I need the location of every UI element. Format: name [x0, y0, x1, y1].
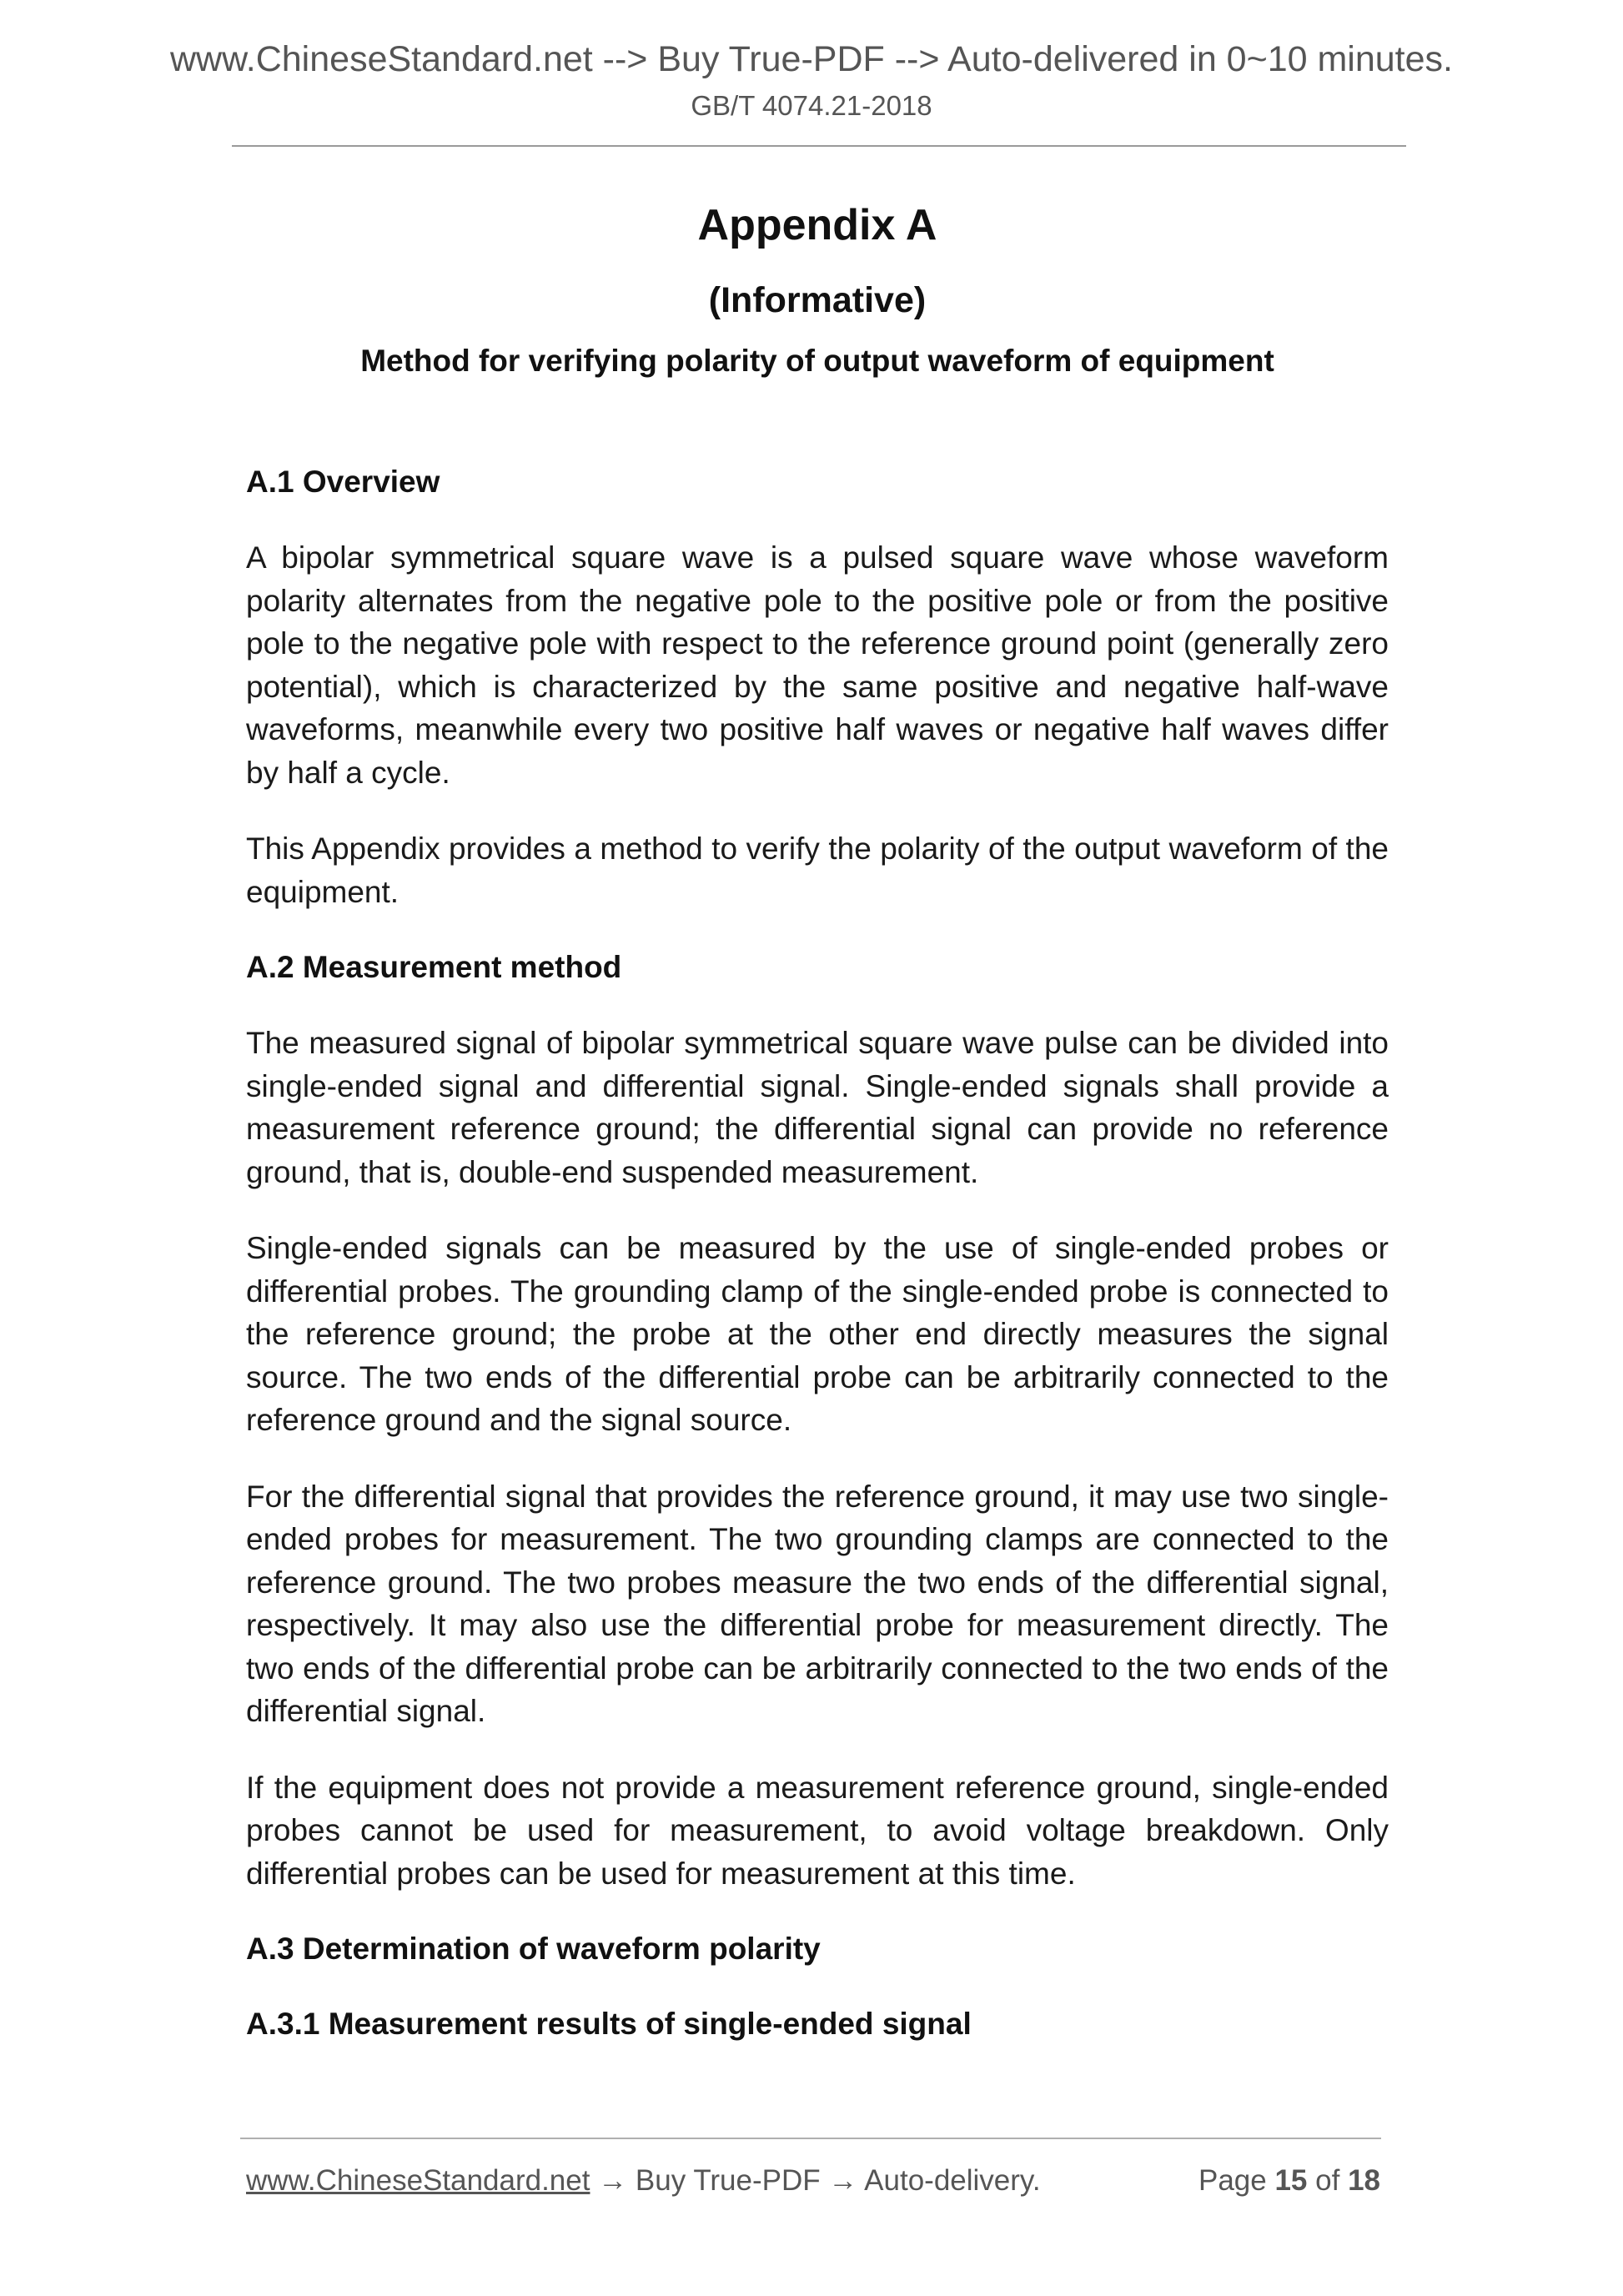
- standard-code: GB/T 4074.21-2018: [691, 90, 932, 121]
- appendix-type: (Informative): [708, 280, 927, 320]
- paragraph: The measured signal of bipolar symmetrical square wave pulse can be divided into single-ended signal and differential signal. Single-ended signals shall provide a measurement reference ground; the differential signal can provide no reference ground, that is, double-end suspended measurement.: [246, 1026, 1389, 1189]
- appendix-subtitle: Method for verifying polarity of output waveform of equipment: [360, 344, 1274, 378]
- footer-left: [246, 2162, 1041, 2199]
- paragraph: This Appendix provides a method to verify the polarity of the output waveform of the equipment.: [246, 831, 1389, 909]
- page-current: 15: [1274, 2164, 1308, 2197]
- paragraph: For the differential signal that provides the reference ground, it may use two single-ended probes for measurement. The two grounding clamps are connected to the reference ground. The two probes measure the two ends of the differential signal, respectively. It may also use the differential probe for measurement directly. The two ends of the differential probe can be arbitrarily connected to the two ends of the differential signal.: [246, 1479, 1389, 1728]
- page-number: [1198, 2162, 1380, 2199]
- paragraph: Single-ended signals can be measured by the use of single-ended probes or differential probes. The grounding clamp of the single-ended probe is connected to the reference ground; the probe at the other end directly measures the signal source. The two ends of the differential probe can be arbitrarily connected to the reference ground and the signal source.: [246, 1231, 1389, 1437]
- footer-tagline: → Buy True-PDF → Auto-delivery.: [590, 2164, 1041, 2197]
- section-heading-a3-1: A.3.1 Measurement results of single-ended signal: [246, 2007, 972, 2041]
- page-total: 18: [1348, 2164, 1380, 2197]
- page-label: Page: [1198, 2164, 1267, 2197]
- section-heading-a2: A.2 Measurement method: [246, 950, 622, 984]
- paragraph: If the equipment does not provide a measurement reference ground, single-ended probes cannot be used for measurement, to avoid voltage breakdown. Only differential probes can be used for measurement at this time.: [246, 1770, 1389, 1891]
- section-heading-a3: A.3 Determination of waveform polarity: [246, 1932, 821, 1966]
- footer-divider: [240, 2138, 1381, 2139]
- header-banner: www.ChineseStandard.net --> Buy True-PDF --> Auto-delivered in 0~10 minutes.: [169, 39, 1453, 79]
- paragraph: A bipolar symmetrical square wave is a pulsed square wave whose waveform polarity alternates from the negative pole to the positive pole or from the positive pole to the negative pole with respect to the reference ground point (generally zero potential), which is characterized by the same positive and negative half-wave waveforms, meanwhile every two positive half waves or negative half waves differ by half a cycle.: [246, 540, 1389, 790]
- page-content: [246, 196, 1389, 2045]
- header-divider: [232, 145, 1406, 147]
- section-heading-a1: A.1 Overview: [246, 465, 440, 499]
- appendix-title: Appendix A: [697, 201, 937, 249]
- site-link[interactable]: www.ChineseStandard.net: [246, 2164, 590, 2197]
- page-of: of: [1315, 2164, 1340, 2197]
